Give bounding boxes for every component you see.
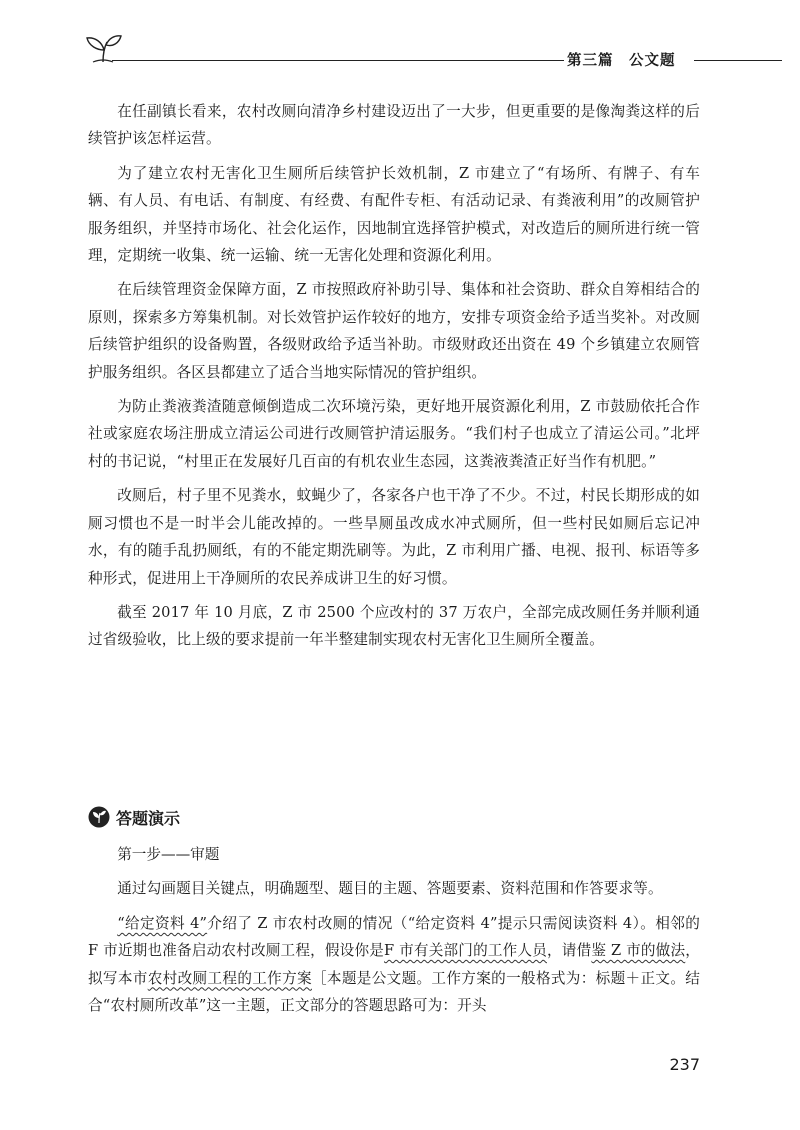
header-rule-right — [694, 60, 782, 61]
leaf-badge-icon — [88, 806, 110, 828]
paragraph: 在后续管理资金保障方面，Z 市按照政府补助引导、集体和社会资助、群众自筹相结合的原则，探索多方筹集机制。对长效管护运作较好的地方，安排专项资金给予适当奖补。对改厕后续管护组织的设备购置，各级财政给予适当补助。市级财政还出资在 49 个乡镇建立农厕管护服务组织。各区县都建立了适合当地实际情况的管护组织。 — [88, 281, 700, 381]
paragraph: 截至 2017 年 10 月底，Z 市 2500 个应改村的 37 万农户，全部完成改厕任务并顺利通过省级验收，比上级的要求提前一年半整建制实现农村无害化卫生厕所全覆盖。 — [88, 603, 700, 649]
paragraph: 改厕后，村子里不见粪水，蚊蝇少了，各家各户也干净了不少。不过，村民长期形成的如厕习惯也不是一时半会儿能改掉的。一些旱厕虽改成水冲式厕所，但一些村民如厕后忘记冲水，有的随手乱扔厕纸，有的不能定期洗刷等。为此，Z 市利用广播、电视、报刊、标语等多种形式，促进用上干净厕所的农民养成讲卫生的好习惯。 — [88, 487, 700, 587]
page-number: 237 — [669, 1055, 700, 1074]
answer-title: 答题演示 — [116, 808, 181, 828]
underlined-phrase: 鉴 Z 市的做法 — [591, 942, 686, 960]
paragraph: 通过勾画题目关键点，明确题型、题目的主题、答题要素、资料范围和作答要求等。 — [117, 880, 663, 898]
paragraph: “给定资料 4”介绍了 Z 市农村改厕的情况（“给定资料 4”提示只需阅读资料 4）。相邻的 F 市近期也准备启动农村改厕工程，假设你是F 市有关部门的工作人员，请借鉴 Z 市的做法，拟写本市农村改厕工程的工作方案［本题是公文题。工作方案的一般格式为：标题＋正文。结合“农村厕所改革”这一主题，正文部分的答题思路可为：开头 — [88, 914, 701, 1015]
paragraph: 在任副镇长看来，农村改厕向清净乡村建设迈出了一大步，但更重要的是像淘粪这样的后续管护该怎样运营。 — [88, 103, 700, 148]
header-rule-left — [112, 60, 564, 61]
step-title: 第一步——审题 — [117, 846, 220, 863]
page-header — [0, 0, 800, 80]
underlined-phrase: F 市有关部门的工作人员 — [384, 942, 547, 960]
paragraph: 为了建立农村无害化卫生厕所后续管护长效机制，Z 市建立了“有场所、有牌子、有车辆、有人员、有电话、有制度、有经费、有配件专柜、有活动记录、有粪液利用”的改厕管护服务组织，并坚持市场化、社会化运作，因地制宜选择管护模式，对改造后的厕所进行统一管理，定期统一收集、统一运输、统一无害化处理和资源化利用。 — [88, 164, 700, 265]
answer-section-heading — [88, 803, 388, 831]
body-text — [88, 98, 700, 654]
answer-body — [88, 841, 700, 1019]
section-title: 第三篇 公文题 — [567, 53, 676, 69]
underlined-phrase: “给定资料 4” — [117, 914, 208, 932]
underlined-phrase: 农村改厕工程的工作方案 — [147, 969, 312, 987]
paragraph: 为防止粪液粪渣随意倾倒造成二次环境污染，更好地开展资源化利用，Z 市鼓励依托合作社或家庭农场注册成立清运公司进行改厕管护清运服务。“我们村子也成立了清运公司。”北坪村的书记说，“村里正在发展好几百亩的有机农业生态园，这粪液粪渣正好当作有机肥。” — [88, 398, 700, 470]
